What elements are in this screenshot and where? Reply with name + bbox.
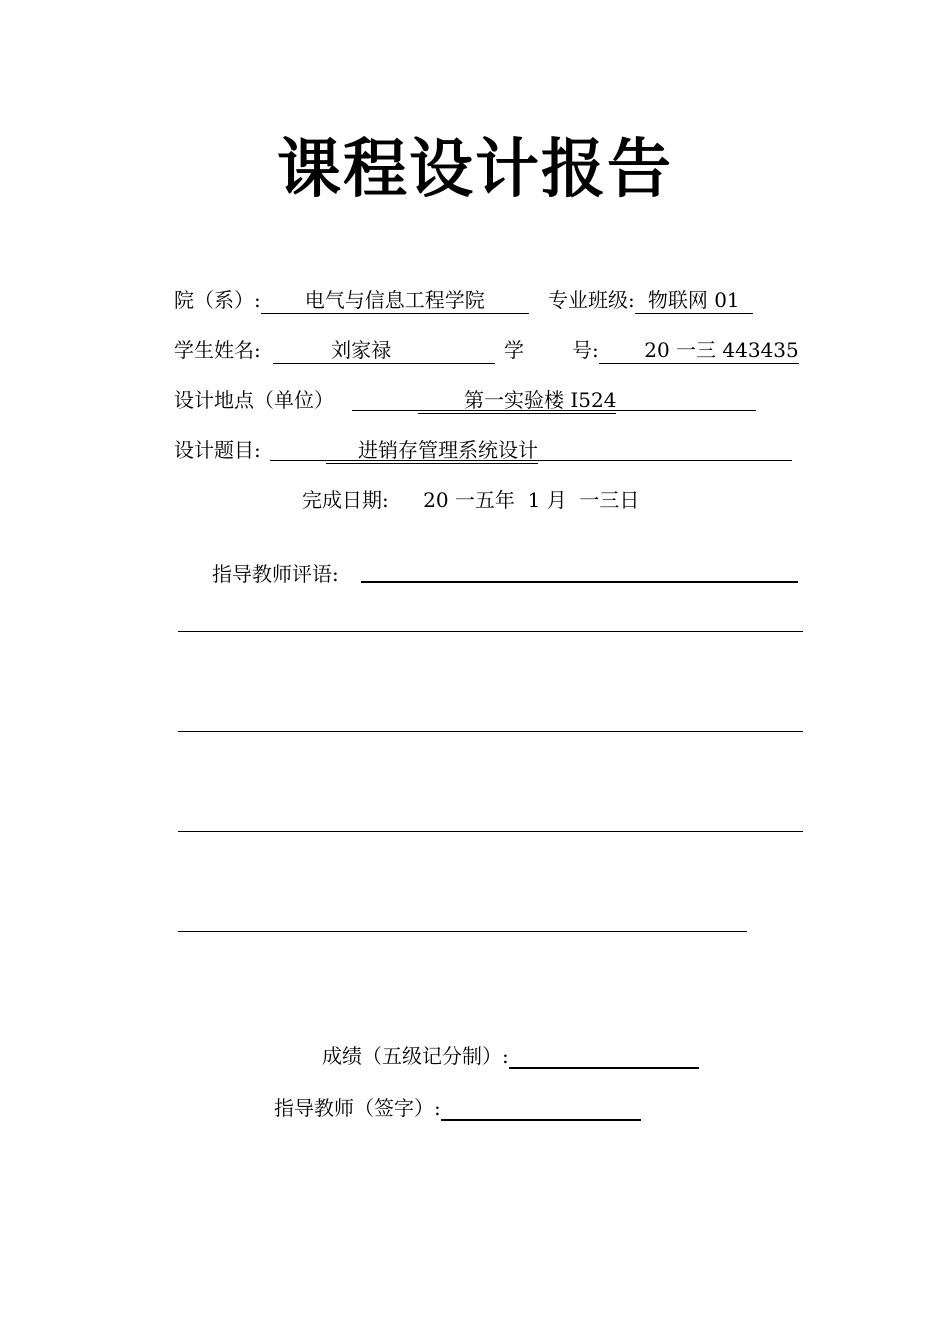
department-label: 院（系）:: [174, 288, 261, 312]
signature-label: 指导教师（签字）:: [274, 1096, 441, 1120]
class-row: [548, 287, 753, 314]
student-label: 学生姓名:: [174, 338, 261, 362]
department-row: [174, 287, 529, 314]
comments-line-3[interactable]: [178, 731, 803, 732]
student-row: [174, 337, 495, 364]
page-title: 课程设计报告: [277, 133, 673, 207]
date-value: 20 一五年 1 月 一三日: [423, 488, 640, 512]
comments-line-5[interactable]: [178, 931, 747, 932]
topic-value-wrap[interactable]: [326, 437, 538, 464]
grade-row: [322, 1043, 699, 1069]
comments-line-4[interactable]: [178, 831, 803, 832]
student-id-label-2: 号:: [572, 338, 599, 362]
signature-field[interactable]: [441, 1097, 641, 1121]
comments-line-1[interactable]: [361, 581, 798, 583]
student-id-row: [572, 337, 799, 364]
topic-label: 设计题目:: [174, 438, 261, 462]
class-label: 专业班级:: [548, 288, 635, 312]
location-value-wrap[interactable]: [418, 387, 616, 414]
topic-value: 进销存管理系统设计: [326, 437, 538, 464]
comments-line-2[interactable]: [178, 631, 803, 632]
department-value[interactable]: 电气与信息工程学院: [261, 287, 529, 314]
date-row: [302, 487, 639, 513]
signature-row: [274, 1095, 641, 1121]
grade-field[interactable]: [509, 1045, 699, 1069]
class-value[interactable]: 物联网 01: [635, 287, 753, 314]
location-value: 第一实验楼 I524: [418, 387, 616, 414]
student-value[interactable]: 刘家禄: [273, 337, 495, 364]
date-label: 完成日期:: [302, 488, 389, 512]
student-id-label-1: 学: [504, 338, 524, 362]
grade-label: 成绩（五级记分制）:: [322, 1044, 509, 1068]
student-id-value[interactable]: 20 一三 443435: [599, 337, 799, 364]
comments-label: 指导教师评语:: [212, 562, 339, 586]
location-label: 设计地点（单位）: [174, 388, 334, 412]
